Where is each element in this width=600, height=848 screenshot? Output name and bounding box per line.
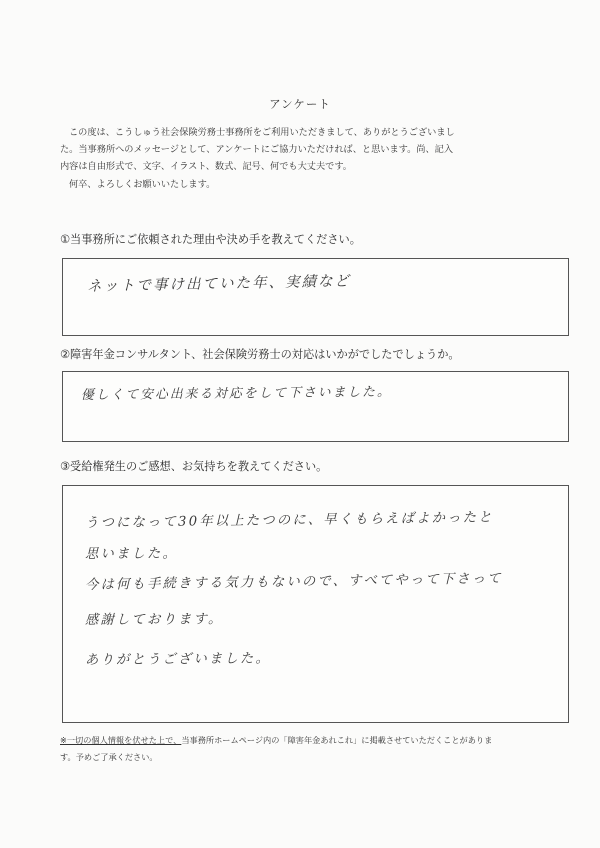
- intro-line: この度は、こうしゅう社会保険労務士事務所をご利用いただきまして、ありがとうございまし: [69, 127, 455, 138]
- answer-2-handwriting: 優しくて安心出来る対応をして下さいました。: [80, 384, 392, 403]
- intro-line: た。当事務所へのメッセージとして、アンケートにご協力いただければ、と思います。尚、記入: [60, 144, 454, 156]
- footer-underlined-text: ※一切の個人情報を伏せた上で、: [60, 735, 182, 745]
- question-1-label: ①当事務所にご依頼された理由や決め手を教えてください。: [60, 233, 361, 246]
- answer-3-line: 思いました。: [84, 546, 179, 562]
- footer-notice: [60, 732, 560, 766]
- intro-line: 内容は自由形式で、文字、イラスト、数式、記号、何でも大丈夫です。: [60, 161, 352, 173]
- question-3-label: ③受給権発生のご感想、お気持ちを教えてください。: [60, 460, 328, 473]
- footer-line-1: [60, 732, 560, 749]
- question-2-label: ②障害年金コンサルタント、社会保険労務士の対応はいかがでしたでしょうか。: [60, 348, 460, 361]
- answer-3-line: ありがとうございました。: [84, 651, 272, 668]
- answer-box-2: [62, 371, 569, 442]
- footer-line-2: す。予めご了承ください。: [60, 752, 158, 762]
- answer-3-line: 今は何も手続きする気力もないので、すべてやって下さって: [84, 571, 503, 593]
- page-title: アンケート: [269, 97, 331, 111]
- answer-3-line: うつになって30年以上たつのに、早くもらえばよかったと: [84, 510, 494, 531]
- answer-box-3: [62, 485, 569, 723]
- answer-box-1: [62, 258, 569, 336]
- intro-text: [60, 124, 560, 193]
- answer-3-line: 感謝しております。: [84, 612, 224, 628]
- intro-line: 何卒、よろしくお願いいたします。: [69, 178, 216, 190]
- footer-text: 当事務所ホームページ内の「障害年金あれこれ」に掲載させていただくことがありま: [181, 735, 493, 745]
- answer-1-handwriting: ネットで事け出ていた年、実績など: [86, 273, 352, 295]
